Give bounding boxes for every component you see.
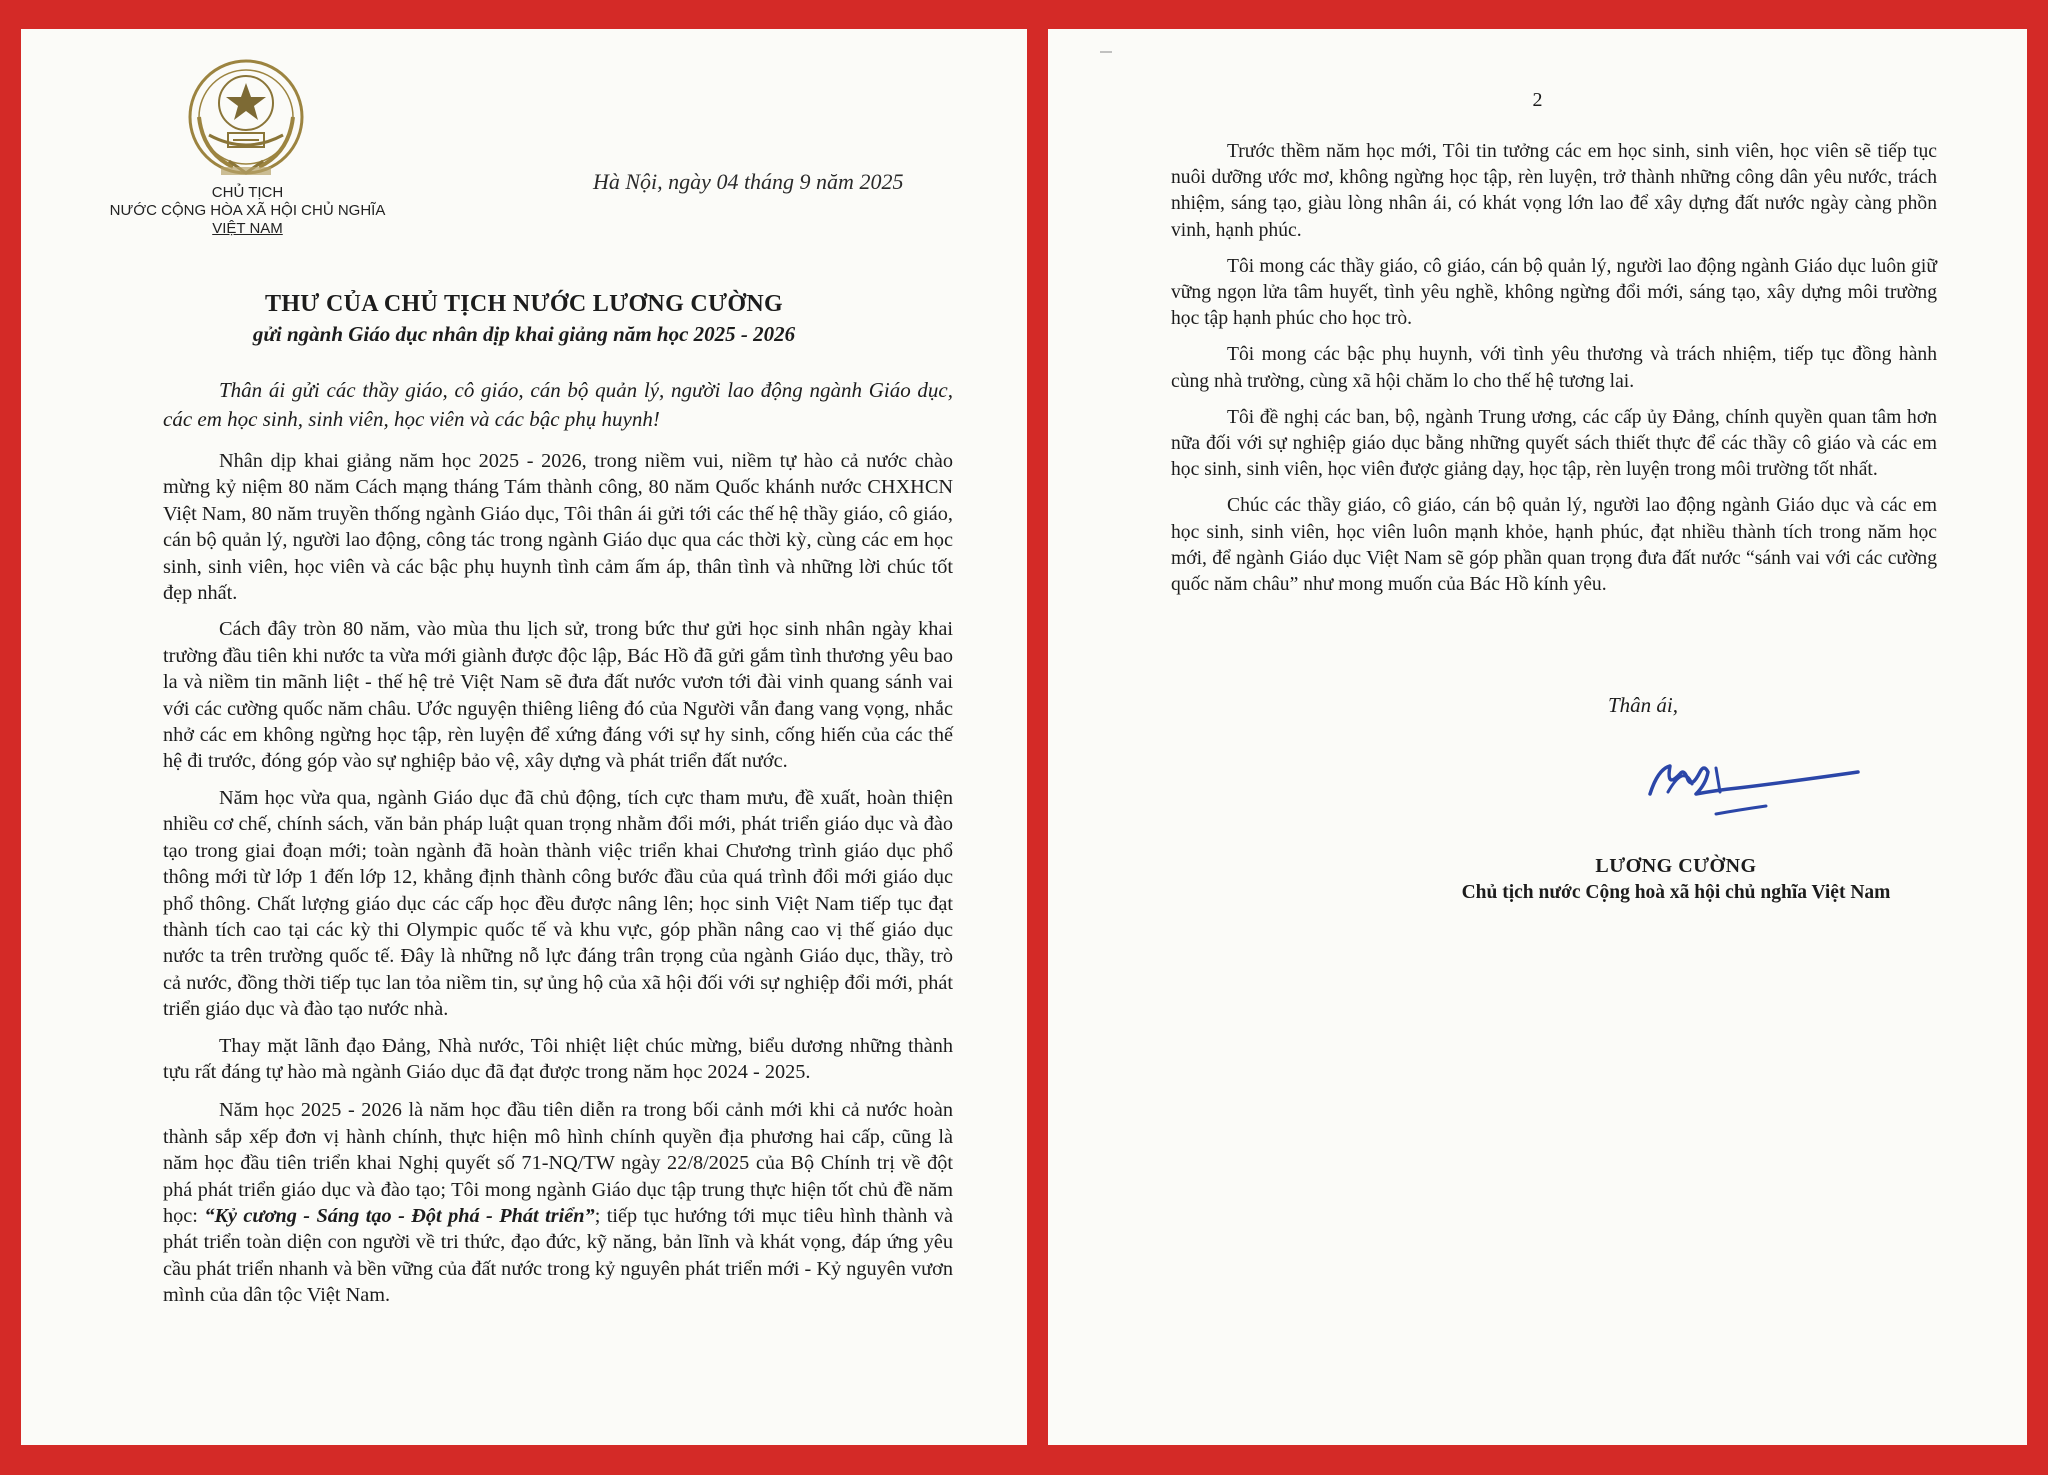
national-emblem-icon [181, 55, 311, 185]
org-line-1: CHỦ TỊCH [211, 184, 284, 201]
paragraph-5-text-a: Năm học 2025 - 2026 là năm học đầu tiên diễn ra trong bối cảnh mới khi cả nước hoàn thành sắp xếp đơn vị hành chính, thực hiện mô hình chính quyền địa phương hai cấp, cũng là năm học đầu tiên triển khai Nghị quyết số 71-NQ/TW ngày 22/8/2025 của Bộ Chính trị về đột phá phát triển giáo dục và đào tạo; Tôi mong ngành Giáo dục tập trung thực hiện tốt chủ đề năm học: [163, 1099, 953, 1227]
org-line-2: NƯỚC CỘNG HÒA XÃ HỘI CHỦ NGHĨA [109, 202, 386, 219]
body-paragraph-3: Năm học vừa qua, ngành Giáo dục đã chủ động, tích cực tham mưu, đề xuất, hoàn thiện nhiều cơ chế, chính sách, văn bản pháp luật quan trọng nhằm đổi mới, phát triển giáo dục và đào tạo trong giai đoạn mới; toàn ngành đã hoàn thành việc triển khai Chương trình giáo dục phổ thông mới từ lớp 1 đến lớp 12, khẳng định thành công bước đầu của quá trình đổi mới giáo dục phổ thông. Chất lượng giáo dục các cấp học đều được nâng lên; học sinh Việt Nam tiếp tục đạt thành tích cao tại các kỳ thi Olympic quốc tế và khu vực, góp phần nâng cao vị thế giáo dục nước ta trên trường quốc tế. Đây là những nỗ lực đáng trân trọng của ngành Giáo dục, thầy, trò cả nước, đồng thời tiếp tục lan tỏa niềm tin, sự ủng hộ của xã hội đối với sự nghiệp đổi mới, phát triển giáo dục và đào tạo nước nhà. [163, 786, 953, 1021]
body-paragraph-5 [163, 1097, 953, 1308]
body-paragraph-4: Thay mặt lãnh đạo Đảng, Nhà nước, Tôi nhiệt liệt chúc mừng, biểu dương những thành tựu rất đáng tự hào mà ngành Giáo dục đã đạt được trong năm học 2024 - 2025. [163, 1034, 953, 1083]
org-line-3: VIỆT NAM [212, 220, 283, 237]
body-paragraph-8: Tôi mong các bậc phụ huynh, với tình yêu thương và trách nhiệm, tiếp tục đồng hành cùng nhà trường, cùng xã hội chăm lo cho thế hệ tương lai. [1171, 344, 1937, 392]
body-paragraph-2: Cách đây tròn 80 năm, vào mùa thu lịch sử, trong bức thư gửi học sinh nhân ngày khai trường đầu tiên khi nước ta vừa mới giành được độc lập, Bác Hồ đã gửi gắm tình thương yêu bao la và niềm tin mãnh liệt - thế hệ trẻ Việt Nam sẽ đưa đất nước vươn tới đài vinh quang sánh vai với các cường quốc năm châu. Ước nguyện thiêng liêng đó của Người vẫn đang vang vọng, nhắc nhở các em không ngừng học tập, rèn luyện để xứng đáng với sự hy sinh, cống hiến của các thế hệ đi trước, đóng góp vào sự nghiệp bảo vệ, xây dựng và phát triển đất nước. [163, 618, 953, 773]
dateline: Hà Nội, ngày 04 tháng 9 năm 2025 [593, 169, 904, 194]
page-number: 2 [1532, 89, 1543, 111]
letter-title: THƯ CỦA CHỦ TỊCH NƯỚC LƯƠNG CƯỜNG [265, 291, 783, 317]
issuing-authority [85, 184, 410, 238]
body-paragraph-1: Nhân dịp khai giảng năm học 2025 - 2026, trong niềm vui, niềm tự hào cả nước chào mừng kỷ niệm 80 năm Cách mạng tháng Tám thành công, 80 năm Quốc khánh nước CHXHCN Việt Nam, 80 năm truyền thống ngành Giáo dục, Tôi thân ái gửi tới các thế hệ thầy giáo, cô giáo, cán bộ quản lý, người lao động, công tác trong ngành Giáo dục qua các thời kỳ, cùng các em học sinh, sinh viên, học viên và các bậc phụ huynh tình cảm ấm áp, thân tình và những lời chúc tốt đẹp nhất. [163, 450, 953, 605]
greeting-paragraph: Thân ái gửi các thầy giáo, cô giáo, cán bộ quản lý, người lao động ngành Giáo dục, các em học sinh, sinh viên, học viên và các bậc phụ huynh! [163, 378, 953, 431]
signer-title: Chủ tịch nước Cộng hoà xã hội chủ nghĩa Việt Nam [1461, 882, 1891, 903]
letter-body-page-1 [163, 376, 953, 1319]
body-paragraph-10: Chúc các thầy giáo, cô giáo, cán bộ quản lý, người lao động ngành Giáo dục và các em học sinh, sinh viên, học viên luôn mạnh khỏe, hạnh phúc, đạt nhiều thành tích trong năm học mới, để ngành Giáo dục Việt Nam sẽ góp phần quan trọng đưa đất nước “sánh vai với các cường quốc năm châu” như mong muốn của Bác Hồ kính yêu. [1171, 495, 1937, 596]
letter-subtitle: gửi ngành Giáo dục nhân dịp khai giảng năm học 2025 - 2026 [252, 322, 796, 346]
handwritten-signature-icon [1588, 744, 1888, 854]
school-year-motto: “Kỷ cương - Sáng tạo - Đột phá - Phát triển” [204, 1204, 595, 1227]
body-paragraph-6: Trước thềm năm học mới, Tôi tin tưởng các em học sinh, sinh viên, học viên sẽ tiếp tục nuôi dưỡng ước mơ, không ngừng học tập, rèn luyện, trở thành những công dân yêu nước, trách nhiệm, sáng tạo, giàu lòng nhân ái, có khát vọng lớn lao để xây dựng đất nước ngày càng phồn vinh, hạnh phúc. [1171, 141, 1937, 241]
letter-page-2 [1048, 29, 2027, 1445]
closing-salutation: Thân ái, [1608, 693, 1679, 717]
body-paragraph-7: Tôi mong các thầy giáo, cô giáo, cán bộ quản lý, người lao động ngành Giáo dục luôn giữ vững ngọn lửa tâm huyết, tình yêu nghề, không ngừng đổi mới, sáng tạo, xây dựng môi trường học tập hạnh phúc cho học trò. [1171, 255, 1937, 330]
body-paragraph-9: Tôi đề nghị các ban, bộ, ngành Trung ương, các cấp ủy Đảng, chính quyền quan tâm hơn nữa đối với sự nghiệp giáo dục bằng những quyết sách thiết thực để các thầy cô giáo và các em học sinh, sinh viên, học viên được giảng dạy, học tập, rèn luyện trong môi trường tốt nhất. [1171, 406, 1937, 481]
letter-body-page-2 [1171, 139, 1937, 608]
letter-page-1 [21, 29, 1027, 1445]
paragraph-5-text-b: ; tiếp tục hướng tới mục tiêu hình thành và phát triển toàn diện con người về tri thức, đạo đức, kỹ năng, bản lĩnh và khát vọng, đáp ứng yêu cầu phát triển nhanh và bền vững của đất nước trong kỷ nguyên phát triển mới - Kỷ nguyên vươn mình của dân tộc Việt Nam. [163, 1204, 954, 1307]
scan-speck [1100, 51, 1112, 53]
signer-name: LƯƠNG CƯỜNG [1595, 855, 1757, 877]
